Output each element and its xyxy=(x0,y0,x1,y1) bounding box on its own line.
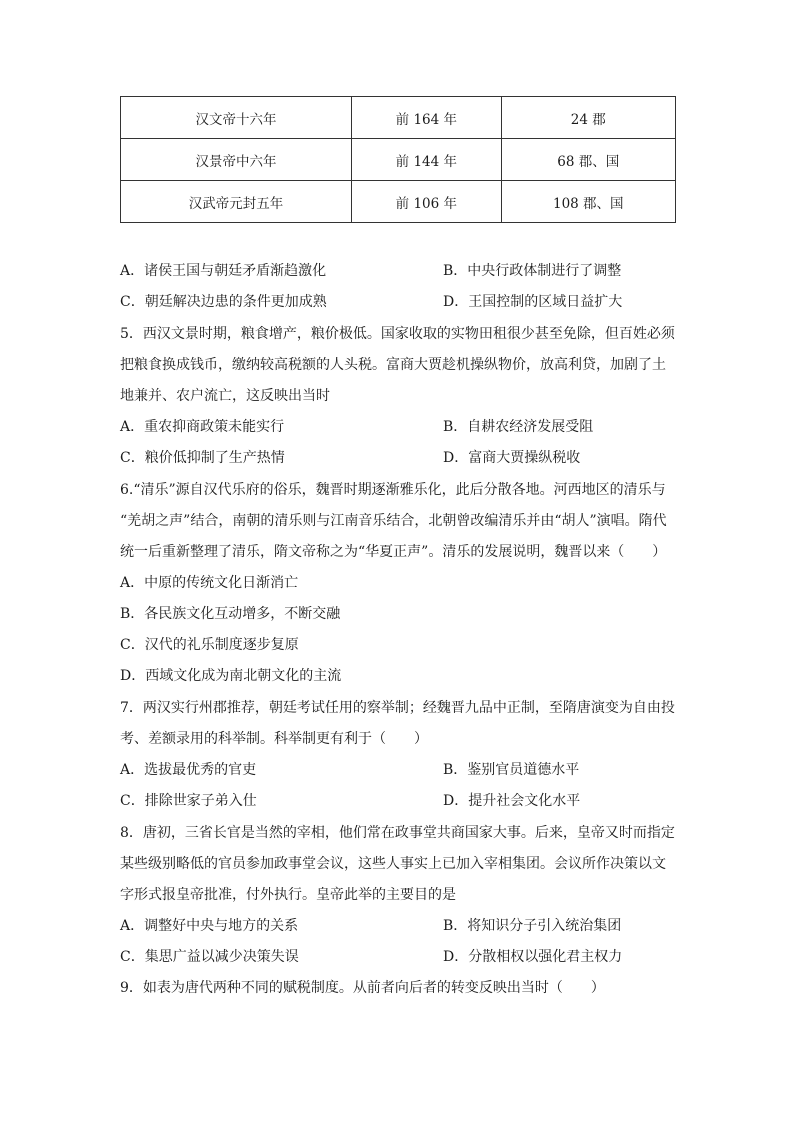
q4-option-a: A．诸侯王国与朝廷矛盾渐趋激化 xyxy=(120,263,327,279)
q8-option-b: B．将知识分子引入统治集团 xyxy=(443,918,622,934)
q5-option-c: C．粮价低抑制了生产热情 xyxy=(120,450,285,466)
q9-stem-line: 9．如表为唐代两种不同的赋税制度。从前者向后者的转变反映出当时（ ） xyxy=(120,980,605,996)
q5-stem-line: 地兼并、农户流亡，这反映出当时 xyxy=(120,388,330,404)
q6-option-b: B．各民族文化互动增多，不断交融 xyxy=(120,606,341,622)
table-cell: 24 郡 xyxy=(501,97,675,139)
table-cell: 前 164 年 xyxy=(352,97,501,139)
q8-stem-line: 字形式报皇帝批准，付外执行。皇帝此举的主要目的是 xyxy=(120,887,456,903)
table-row xyxy=(121,181,676,223)
table-cell: 前 144 年 xyxy=(352,139,501,181)
q5-option-b: B．自耕农经济发展受阻 xyxy=(443,419,594,435)
q4-option-d: D．王国控制的区域日益扩大 xyxy=(443,294,623,310)
q5-stem-line: 5．西汉文景时期，粮食增产，粮价极低。国家收取的实物田租很少甚至免除，但百姓必须 xyxy=(120,326,675,342)
q8-stem-line: 8．唐初，三省长官是当然的宰相，他们常在政事堂共商国家大事。后来，皇帝又时而指定 xyxy=(120,825,675,841)
q5-option-d: D．富商大贾操纵税收 xyxy=(443,450,581,466)
table-row xyxy=(121,97,676,139)
q8-stem-line: 某些级别略低的官员参加政事堂会议，这些人事实上已加入宰相集团。会议所作决策以文 xyxy=(120,856,666,872)
q4-option-b: B．中央行政体制进行了调整 xyxy=(443,263,622,279)
table-cell: 汉景帝中六年 xyxy=(121,139,352,181)
q6-option-d: D．西域文化成为南北朝文化的主流 xyxy=(120,668,342,684)
q6-stem-line: 统一后重新整理了清乐，隋文帝称之为“华夏正声”。清乐的发展说明，魏晋以来（ ） xyxy=(120,544,667,560)
q5-stem-line: 把粮食换成钱币，缴纳较高税额的人头税。富商大贾趁机操纵物价，放高利贷，加剧了土 xyxy=(120,357,666,373)
q7-stem-line: 考、差额录用的科举制。科举制更有利于（ ） xyxy=(120,731,428,747)
q7-option-c: C．排除世家子弟入仕 xyxy=(120,793,257,809)
q7-option-b: B．鉴别官员道德水平 xyxy=(443,762,580,778)
q8-option-c: C．集思广益以减少决策失误 xyxy=(120,949,299,965)
q8-option-d: D．分散相权以强化君主权力 xyxy=(443,949,623,965)
q7-stem-line: 7．两汉实行州郡推荐，朝廷考试任用的察举制；经魏晋九品中正制，至隋唐演变为自由投 xyxy=(120,700,675,716)
prefecture-count-table xyxy=(120,96,676,223)
table-cell: 68 郡、国 xyxy=(501,139,675,181)
table-cell: 汉文帝十六年 xyxy=(121,97,352,139)
q6-stem-line: “羌胡之声”结合，南朝的清乐则与江南音乐结合，北朝曾改编清乐并由“胡人”演唱。隋代 xyxy=(120,513,667,529)
table-cell: 汉武帝元封五年 xyxy=(121,181,352,223)
q4-option-c: C．朝廷解决边患的条件更加成熟 xyxy=(120,294,327,310)
table-cell: 108 郡、国 xyxy=(501,181,675,223)
q7-option-a: A．选拔最优秀的官吏 xyxy=(120,762,257,778)
q6-stem-line: 6.“清乐”源自汉代乐府的俗乐，魏晋时期逐渐雅乐化，此后分散各地。河西地区的清乐与 xyxy=(120,482,666,498)
q8-option-a: A．调整好中央与地方的关系 xyxy=(120,918,299,934)
table-cell: 前 106 年 xyxy=(352,181,501,223)
q5-option-a: A．重农抑商政策未能实行 xyxy=(120,419,285,435)
q6-option-c: C．汉代的礼乐制度逐步复原 xyxy=(120,637,299,653)
q6-option-a: A．中原的传统文化日渐消亡 xyxy=(120,575,299,591)
table-row xyxy=(121,139,676,181)
q7-option-d: D．提升社会文化水平 xyxy=(443,793,581,809)
